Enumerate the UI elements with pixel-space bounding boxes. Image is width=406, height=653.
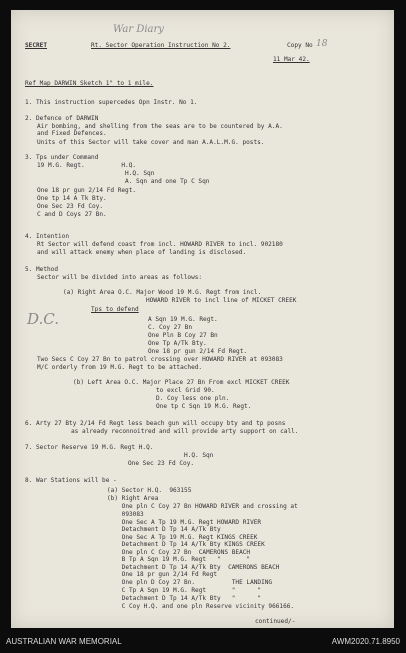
copy-label: Copy No xyxy=(287,42,313,49)
document-date: 11 Mar 42. xyxy=(273,56,310,63)
war-station-line: Detachment D Tp 14 A/Tk Bty KINGS CREEK xyxy=(107,541,265,548)
copy-number: 18 xyxy=(316,39,328,49)
item-2-heading: 2. Defence of DARWIN xyxy=(25,115,99,122)
item-3-line: One 18 pr gun 2/14 Fd Regt. xyxy=(37,187,137,194)
margin-initials: D.C. xyxy=(27,310,59,328)
war-station-line: One Sec A Tp 19 M.G. Regt HOWARD RIVER xyxy=(107,519,262,526)
right-area-line: M/C orderly from 19 M.G. Regt to be attached. xyxy=(37,364,203,371)
archive-footer xyxy=(0,630,406,653)
war-station-line: One 18 pr gun 2/14 Fd Regt xyxy=(107,571,218,578)
war-station-line: (b) Right Area xyxy=(107,495,159,502)
war-station-line: One pln C Coy 27 Bn CAMERONS BEACH xyxy=(107,549,251,556)
right-area-line: (a) Right Area O.C. Major Wood 19 M.G. Regt from incl. xyxy=(63,289,262,296)
right-area-line: C. Coy 27 Bn xyxy=(148,324,193,331)
item-4-line: Rt Sector will defend coast from incl. HOWARD RIVER to incl. 902180 xyxy=(37,241,283,248)
war-station-line: One Sec A Tp 19 M.G. Regt KINGS CREEK xyxy=(107,534,258,541)
right-area-line: A Sqn 19 M.G. Regt. xyxy=(148,316,218,323)
secret-label: SECRET xyxy=(25,42,48,49)
item-3-line: C and D Coys 27 Bn. xyxy=(37,211,107,218)
right-area-line: HOWARD RIVER to incl line of MICKET CREEK xyxy=(146,297,297,304)
item-2-line: Units of this Sector will take cover and man A.A.L.M.G. posts. xyxy=(37,139,265,146)
war-diary-annotation: War Diary xyxy=(113,24,164,35)
war-station-line: Detachment D Tp 14 A/Tk Bty CAMERONS BEACH xyxy=(107,564,280,571)
ref-map: Ref Map DARWIN Sketch 1" to 1 mile. xyxy=(25,80,154,87)
document-title: Rt. Sector Operation Instruction No 2. xyxy=(91,42,231,49)
right-area-line: One 18 pr gun 2/14 Fd Regt. xyxy=(148,348,248,355)
war-station-line: 093083 xyxy=(107,511,144,518)
right-area-line: Tps to defend xyxy=(91,306,139,313)
footer-accession-number: AWM2020.71.8950 xyxy=(331,637,400,646)
right-area-line: One Tp A/Tk Bty. xyxy=(148,340,207,347)
item-7-line: One Sec 23 Fd Coy. xyxy=(128,460,195,467)
continued-label: continued/- xyxy=(255,618,296,625)
war-station-line: C Coy H.Q. and one pln Reserve vicinity 966166. xyxy=(107,603,295,610)
item-3-line: A. Sqn and one Tp C Sqn xyxy=(37,178,210,185)
item-8-heading: 8. War Stations will be - xyxy=(25,477,117,484)
left-area-line: D. Coy less one pln. xyxy=(156,395,230,402)
right-area-line: Two Secs C Coy 27 Bn to patrol crossing over HOWARD RIVER at 093083 xyxy=(37,356,283,363)
item-3-line: 19 M.G. Regt. H.Q. xyxy=(37,162,137,169)
war-station-line: One pln C Coy 27 Bn HOWARD RIVER and crossing at xyxy=(107,503,298,510)
item-1: 1. This instruction supercedes Opn Instr. No 1. xyxy=(25,99,198,106)
item-7-line: 7. Sector Reserve 19 M.G. Regt H.Q. xyxy=(25,444,154,451)
item-3-line: H.Q. Sqn xyxy=(37,170,155,177)
item-2-line: Air bombing, and shelling from the seas are to be countered by A.A. xyxy=(37,123,283,130)
item-6-line: 6. Arty 27 Bty 2/14 Fd Regt less beach gun will occupy bty and tp posns xyxy=(25,420,286,427)
item-5-heading: 5. Method xyxy=(25,266,59,273)
document-page xyxy=(11,10,394,628)
left-area-line: (b) Left Area O.C. Major Place 27 Bn From excl MICKET CREEK xyxy=(73,379,290,386)
item-3-line: One tp 14 A Tk Bty. xyxy=(37,195,107,202)
left-area-line: One tp C Sqn 19 M.G. Regt. xyxy=(156,403,252,410)
war-station-line: One pln D Coy 27 Bn. THE LANDING xyxy=(107,579,273,586)
footer-institution: AUSTRALIAN WAR MEMORIAL xyxy=(6,637,122,646)
war-station-line: C Tp A Sqn 19 M.G. Regt " " xyxy=(107,587,262,594)
war-station-line: Detachment D Tp 14 A/Tk Bty xyxy=(107,526,221,533)
item-4-line: and will attack enemy when place of landing is disclosed. xyxy=(37,249,247,256)
war-station-line: (a) Sector H.Q. 963155 xyxy=(107,487,192,494)
item-6-line: as already reconnoitred and will provide arty support on call. xyxy=(71,428,299,435)
item-4-heading: 4. Intention xyxy=(25,233,70,240)
item-2-line: and Fixed Defences. xyxy=(37,130,107,137)
war-station-line: Detachment D Tp 14 A/Tk Bty " " xyxy=(107,595,262,602)
item-7-line: H.Q. Sqn xyxy=(184,452,214,459)
item-3-line: One Sec 23 Fd Coy. xyxy=(37,203,104,210)
item-3-heading: 3. Tps under Command xyxy=(25,154,99,161)
right-area-line: One Pln B Coy 27 Bn xyxy=(148,332,218,339)
left-area-line: to excl Grid 90. xyxy=(156,387,215,394)
war-station-line: B Tp A Sqn 19 M.G. Regt " " xyxy=(107,556,251,563)
item-5-line: Sector will be divided into areas as follows: xyxy=(37,274,203,281)
